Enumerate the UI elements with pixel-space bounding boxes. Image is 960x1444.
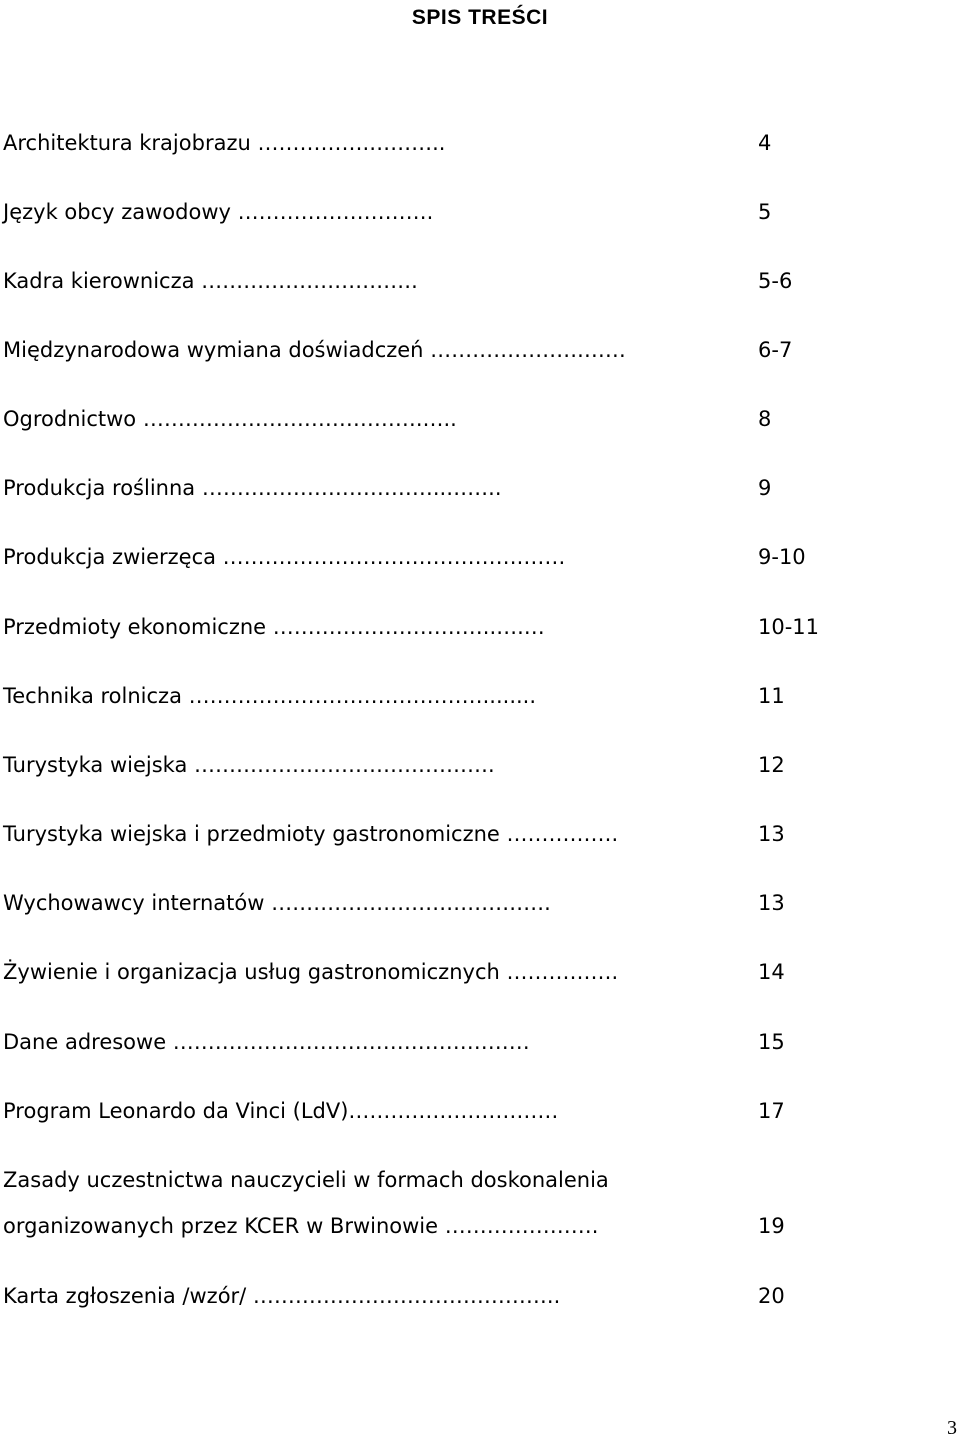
toc-entry [3, 197, 943, 227]
toc-entry [3, 266, 943, 296]
toc-entry [3, 750, 943, 780]
toc-entry-page: 9-10 [758, 545, 806, 569]
toc-entry [3, 335, 943, 365]
toc-entry-page: 17 [758, 1099, 785, 1123]
toc-entry-page: 5-6 [758, 269, 793, 293]
page-title: SPIS TREŚCI [411, 6, 549, 29]
toc-entry [3, 542, 943, 572]
toc-entry-label-continued: organizowanych przez KCER w Brwinowie …………………. [3, 1214, 599, 1238]
toc-entry-label: Architektura krajobrazu …………….……….. [3, 131, 446, 155]
toc-entry-label: Turystyka wiejska i przedmioty gastronomiczne ……………. [3, 822, 619, 846]
toc-entry-page: 15 [758, 1030, 785, 1054]
toc-entry-page: 8 [758, 407, 772, 431]
toc-entry-label: Kadra kierownicza …………………………. [3, 269, 418, 293]
toc-entry-page: 19 [758, 1214, 785, 1238]
toc-entry [3, 473, 943, 503]
toc-entry-page: 12 [758, 753, 785, 777]
toc-entry-label: Wychowawcy internatów …………………………………. [3, 891, 551, 915]
toc-entry [3, 1165, 943, 1241]
toc-entry-label: Karta zgłoszenia /wzór/ …………………………………….. [3, 1284, 561, 1308]
toc-entry [3, 404, 943, 434]
toc-entry-page: 4 [758, 131, 772, 155]
toc-entry-label: Ogrodnictwo ………………………………….….. [3, 407, 457, 431]
toc-entry [3, 957, 943, 987]
toc-entry-label: Technika rolnicza ……………………………………........ [3, 684, 537, 708]
toc-entry-page: 9 [758, 476, 772, 500]
toc-entry-page: 13 [758, 891, 785, 915]
toc-entry-page: 10-11 [758, 615, 820, 639]
toc-entry [3, 128, 943, 158]
toc-entry-label: Żywienie i organizacja usług gastronomicznych ……………. [3, 960, 619, 984]
toc-entry [3, 819, 943, 849]
toc-entry-page: 6-7 [758, 338, 793, 362]
toc-entry-page: 11 [758, 684, 785, 708]
toc-entry [3, 1281, 943, 1311]
toc-entry-label: Język obcy zawodowy ………………………. [3, 200, 434, 224]
toc-entry-label: Produkcja roślinna ……………………………..…….. [3, 476, 502, 500]
toc-entry-label: Dane adresowe …………………………………………… [3, 1030, 530, 1054]
toc-entry [3, 612, 943, 642]
toc-entry-page: 13 [758, 822, 785, 846]
toc-entry [3, 1027, 943, 1057]
toc-entry-label: Międzynarodowa wymiana doświadczeń ………………….…… [3, 338, 626, 362]
toc-entry-page: 14 [758, 960, 785, 984]
toc-entry-label: Zasady uczestnictwa nauczycieli w formach doskonalenia [3, 1168, 609, 1192]
toc-entry-page: 5 [758, 200, 772, 224]
toc-entry-page: 20 [758, 1284, 785, 1308]
toc-entry-label: Program Leonardo da Vinci (LdV)………………………… [3, 1099, 559, 1123]
toc-entry [3, 1096, 943, 1126]
page-number: 3 [947, 1417, 957, 1439]
toc-entry-label: Przedmioty ekonomiczne …………………………..….… [3, 615, 545, 639]
toc-entry-label: Turystyka wiejska ……………………………………. [3, 753, 495, 777]
toc-entry [3, 888, 943, 918]
toc-entry [3, 681, 943, 711]
toc-entry-label: Produkcja zwierzęca …………………………………….…… [3, 545, 566, 569]
